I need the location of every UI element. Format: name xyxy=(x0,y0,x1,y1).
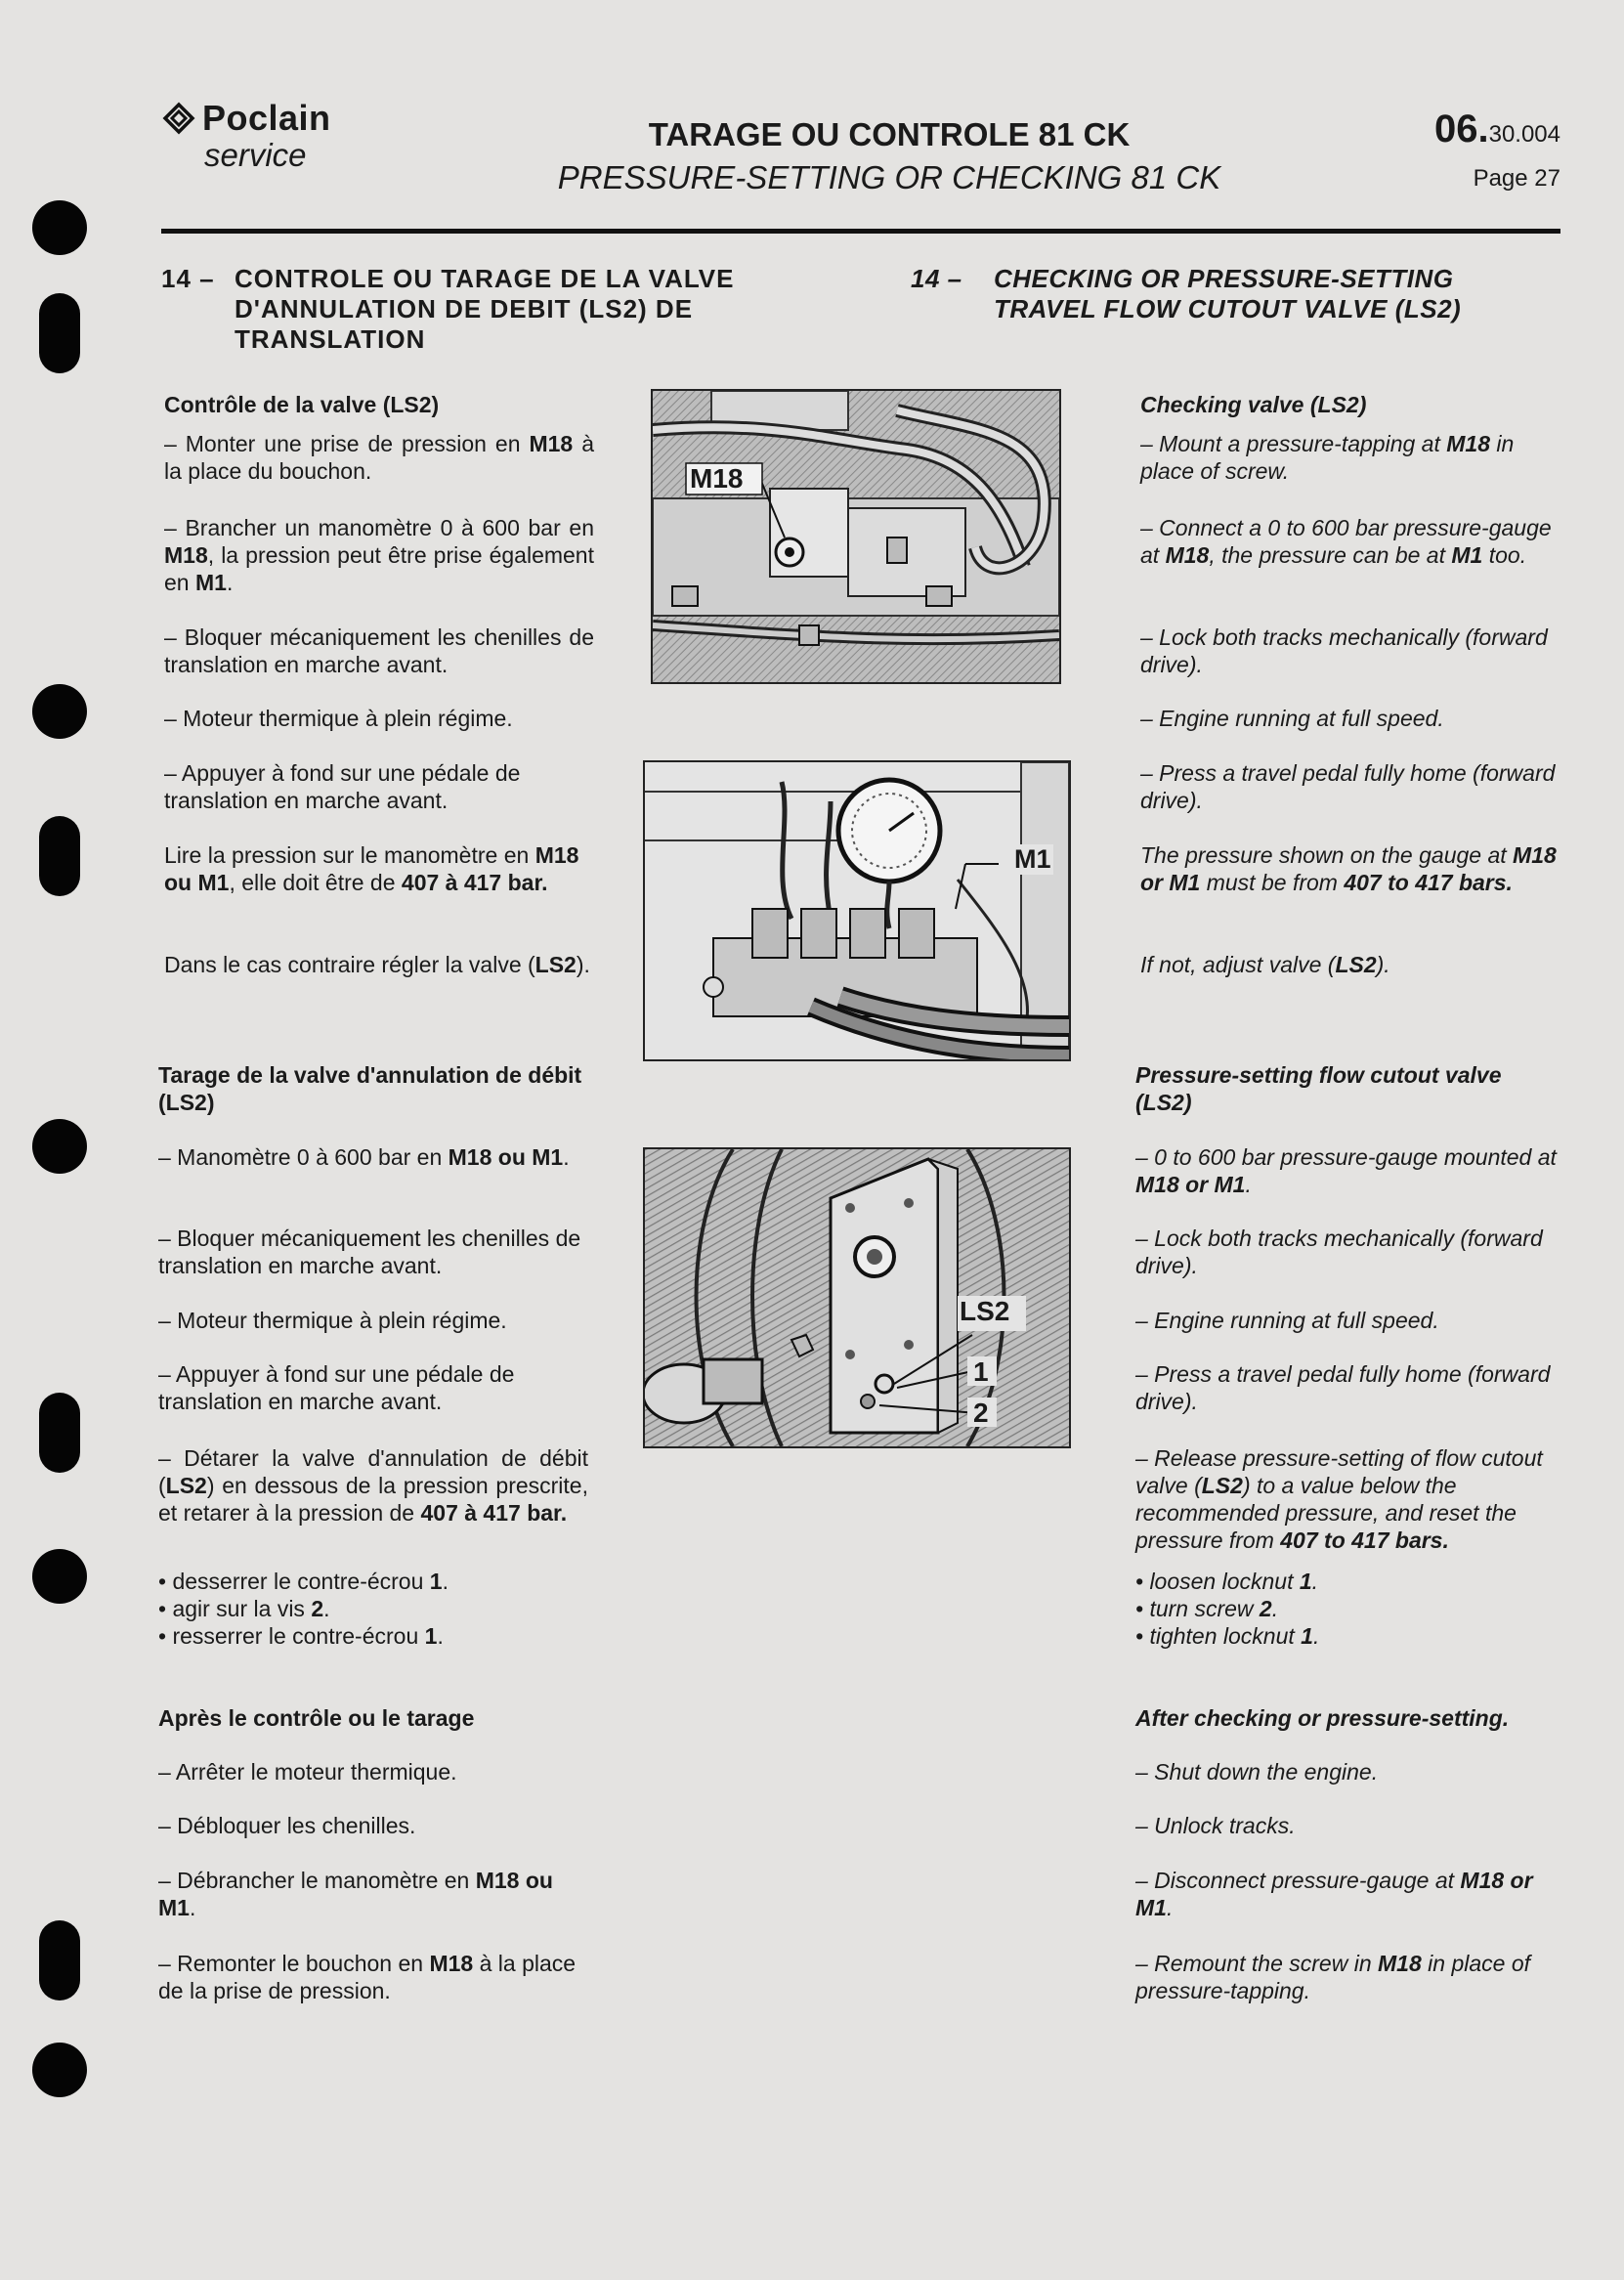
fr-bullet-1: • desserrer le contre-écrou 1. xyxy=(158,1569,449,1594)
fr-check-title: Contrôle de la valve (LS2) xyxy=(164,392,440,417)
en-after-step-3: – Disconnect pressure-gauge at M18 or M1. xyxy=(1135,1868,1533,1920)
binder-hole xyxy=(32,2043,87,2097)
section-title-fr: CONTROLE OU TARAGE DE LA VALVE D'ANNULATION DE DEBIT (LS2) DE TRANSLATION xyxy=(235,264,735,354)
figure-m1-photo xyxy=(643,760,1071,1061)
binder-slot xyxy=(39,1920,80,2000)
doc-number-main: 06. xyxy=(1433,108,1489,151)
en-after-step-1: – Shut down the engine. xyxy=(1135,1759,1379,1785)
page-number: Page 27 xyxy=(1473,165,1560,192)
en-after-title: After checking or pressure-setting. xyxy=(1135,1705,1510,1731)
fr-after-title: Après le contrôle ou le tarage xyxy=(158,1705,475,1731)
en-set-step-4: – Press a travel pedal fully home (forward drive). xyxy=(1135,1361,1551,1414)
binder-slot xyxy=(39,293,80,373)
fr-check-step-1: – Monter une prise de pression en M18 à la place du bouchon. xyxy=(164,431,594,484)
doc-reference xyxy=(1434,108,1560,193)
fr-set-step-5: – Détarer la valve d'annulation de débit (LS2) en dessous de la pression prescrite, et retarer à la pression de 407 à 417 bar. xyxy=(158,1445,588,1526)
figure-label-m1: M1 xyxy=(1014,844,1051,874)
fr-check-step-5: – Appuyer à fond sur une pédale de translation en marche avant. xyxy=(164,760,521,813)
fr-check-step-6: Lire la pression sur le manomètre en M18 ou M1, elle doit être de 407 à 417 bar. xyxy=(164,842,579,895)
binder-slot xyxy=(39,816,80,896)
section-number-fr: 14 – xyxy=(161,264,215,293)
fr-after-step-4: – Remonter le bouchon en M18 à la place de la prise de pression. xyxy=(158,1951,577,2003)
en-bullet-3: • tighten locknut 1. xyxy=(1135,1623,1320,1649)
brand-service: service xyxy=(204,137,307,173)
header-rule xyxy=(161,229,1560,234)
en-after-step-2: – Unlock tracks. xyxy=(1135,1813,1296,1838)
en-check-step-5: – Press a travel pedal fully home (forward drive). xyxy=(1140,760,1556,813)
en-check-step-1: – Mount a pressure-tapping at M18 in place of screw. xyxy=(1140,431,1515,484)
section-number-en: 14 – xyxy=(911,264,962,293)
figure-ls2-photo xyxy=(643,1147,1071,1448)
en-check-step-6: The pressure shown on the gauge at M18 or M1 must be from 407 to 417 bars. xyxy=(1140,842,1557,895)
hydraulic-block-illustration xyxy=(653,391,1059,682)
page-title xyxy=(508,115,1270,201)
en-bullet-2: • turn screw 2. xyxy=(1135,1596,1279,1621)
section-heading-fr xyxy=(161,264,826,355)
en-set-step-5: – Release pressure-setting of flow cutout valve (LS2) to a value below the recommended pressure, and reset the pressure from 407 to 417 bars. xyxy=(1135,1445,1543,1553)
fr-set-title: Tarage de la valve d'annulation de débit (LS2) xyxy=(158,1062,582,1115)
title-fr: TARAGE OU CONTROLE 81 CK xyxy=(648,116,1131,152)
title-en: PRESSURE-SETTING OR CHECKING 81 CK xyxy=(557,159,1221,195)
figure-m18-photo xyxy=(651,389,1061,684)
en-set-step-1: – 0 to 600 bar pressure-gauge mounted at M18 or M1. xyxy=(1135,1144,1557,1197)
poclain-logo xyxy=(161,98,331,174)
figure-label-1: 1 xyxy=(973,1356,989,1387)
binder-slot xyxy=(39,1393,80,1473)
fr-bullet-2: • agir sur la vis 2. xyxy=(158,1596,330,1621)
section-heading-en xyxy=(911,264,1565,324)
fr-set-step-1: – Manomètre 0 à 600 bar en M18 ou M1. xyxy=(158,1144,570,1170)
en-check-title: Checking valve (LS2) xyxy=(1140,392,1367,417)
en-set-step-3: – Engine running at full speed. xyxy=(1135,1308,1439,1333)
pressure-gauge-illustration xyxy=(645,762,1069,1059)
figure-label-m18: M18 xyxy=(690,463,744,494)
fr-set-step-3: – Moteur thermique à plein régime. xyxy=(158,1308,507,1333)
fr-set-step-4: – Appuyer à fond sur une pédale de translation en marche avant. xyxy=(158,1361,515,1414)
fr-after-step-2: – Débloquer les chenilles. xyxy=(158,1813,416,1838)
figure-label-2: 2 xyxy=(973,1398,989,1428)
binder-hole xyxy=(32,1119,87,1174)
fr-set-step-2: – Bloquer mécaniquement les chenilles de translation en marche avant. xyxy=(158,1226,581,1278)
fr-after-step-3: – Débrancher le manomètre en M18 ou M1. xyxy=(158,1868,553,1920)
en-after-step-4: – Remount the screw in M18 in place of pressure-tapping. xyxy=(1135,1951,1531,2003)
fr-bullet-3: • resserrer le contre-écrou 1. xyxy=(158,1623,444,1649)
en-check-step-2: – Connect a 0 to 600 bar pressure-gauge at M18, the pressure can be at M1 too. xyxy=(1140,515,1552,568)
en-check-step-3: – Lock both tracks mechanically (forward drive). xyxy=(1140,624,1548,677)
fr-check-step-3: – Bloquer mécaniquement les chenilles de translation en marche avant. xyxy=(164,624,594,677)
brand-name: Poclain xyxy=(202,98,331,138)
fr-check-step-7: Dans le cas contraire régler la valve (LS2). xyxy=(164,952,590,977)
section-title-en: CHECKING OR PRESSURE-SETTING TRAVEL FLOW CUTOUT VALVE (LS2) xyxy=(994,264,1462,323)
poclain-diamond-icon xyxy=(161,101,196,136)
en-check-step-7: If not, adjust valve (LS2). xyxy=(1140,952,1390,977)
fr-check-step-4: – Moteur thermique à plein régime. xyxy=(164,706,513,731)
en-set-step-2: – Lock both tracks mechanically (forward drive). xyxy=(1135,1226,1543,1278)
binder-hole xyxy=(32,200,87,255)
en-check-step-4: – Engine running at full speed. xyxy=(1140,706,1444,731)
doc-number-sub: 30.004 xyxy=(1488,121,1560,148)
en-set-title: Pressure-setting flow cutout valve (LS2) xyxy=(1135,1062,1502,1115)
fr-after-step-1: – Arrêter le moteur thermique. xyxy=(158,1759,457,1785)
en-bullet-1: • loosen locknut 1. xyxy=(1135,1569,1319,1594)
binder-hole xyxy=(32,1549,87,1604)
fr-check-step-2: – Brancher un manomètre 0 à 600 bar en M18, la pression peut être prise également en M1. xyxy=(164,515,594,595)
binder-hole xyxy=(32,684,87,739)
figure-label-ls2: LS2 xyxy=(960,1296,1010,1326)
